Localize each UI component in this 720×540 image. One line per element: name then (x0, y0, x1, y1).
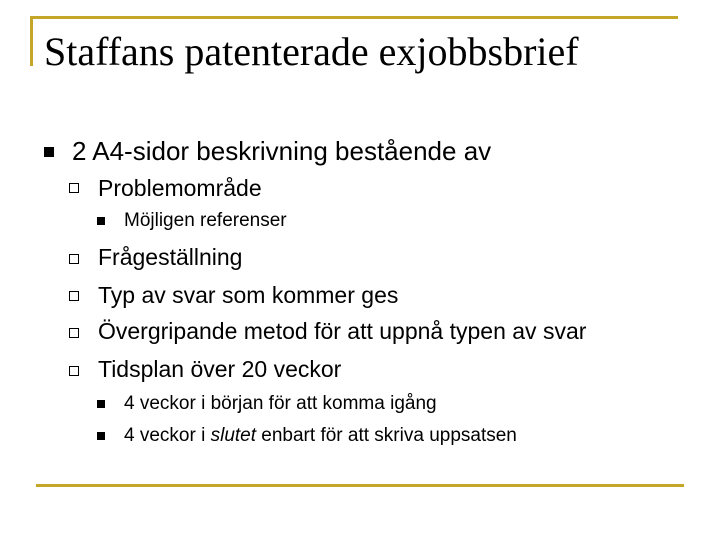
bullet-text-fragestallning: Frågeställning (98, 244, 243, 270)
bullet-text-typ-av-svar: Typ av svar som kommer ges (98, 282, 399, 308)
filled-square-bullet-icon (97, 432, 105, 440)
title-frame-left-border (30, 16, 33, 66)
title-frame-top-border (30, 16, 678, 19)
bullet-text-mojligen-referenser: Möjligen referenser (124, 210, 287, 231)
bullet-text-after: enbart för att skriva uppsatsen (256, 425, 517, 446)
bullet-text-tidsplan: Tidsplan över 20 veckor (98, 356, 342, 382)
hollow-square-bullet-icon (69, 254, 79, 264)
hollow-square-bullet-icon (69, 183, 79, 193)
bullet-text-before: 4 veckor i (124, 425, 211, 446)
bullet-text-level1: 2 A4-sidor beskrivning bestående av (72, 136, 492, 166)
bullet-text-veckor-slutet (124, 423, 517, 449)
bullet-text-veckor-borjan: 4 veckor i början för att komma igång (124, 393, 437, 414)
filled-square-bullet-icon (97, 217, 105, 225)
hollow-square-bullet-icon (69, 291, 79, 301)
filled-square-bullet-icon (97, 400, 105, 408)
bottom-accent-border (36, 484, 684, 487)
bullet-text-problemomrade: Problemområde (98, 175, 262, 201)
hollow-square-bullet-icon (69, 328, 79, 338)
bullet-text-emphasis: slutet (210, 425, 257, 446)
hollow-square-bullet-icon (69, 366, 79, 376)
filled-square-bullet-icon (44, 147, 54, 157)
bullet-text-overgripande-metod: Övergripande metod för att uppnå typen av svar (98, 318, 587, 344)
slide-title: Staffans patenterade exjobbsbrief (44, 29, 579, 74)
